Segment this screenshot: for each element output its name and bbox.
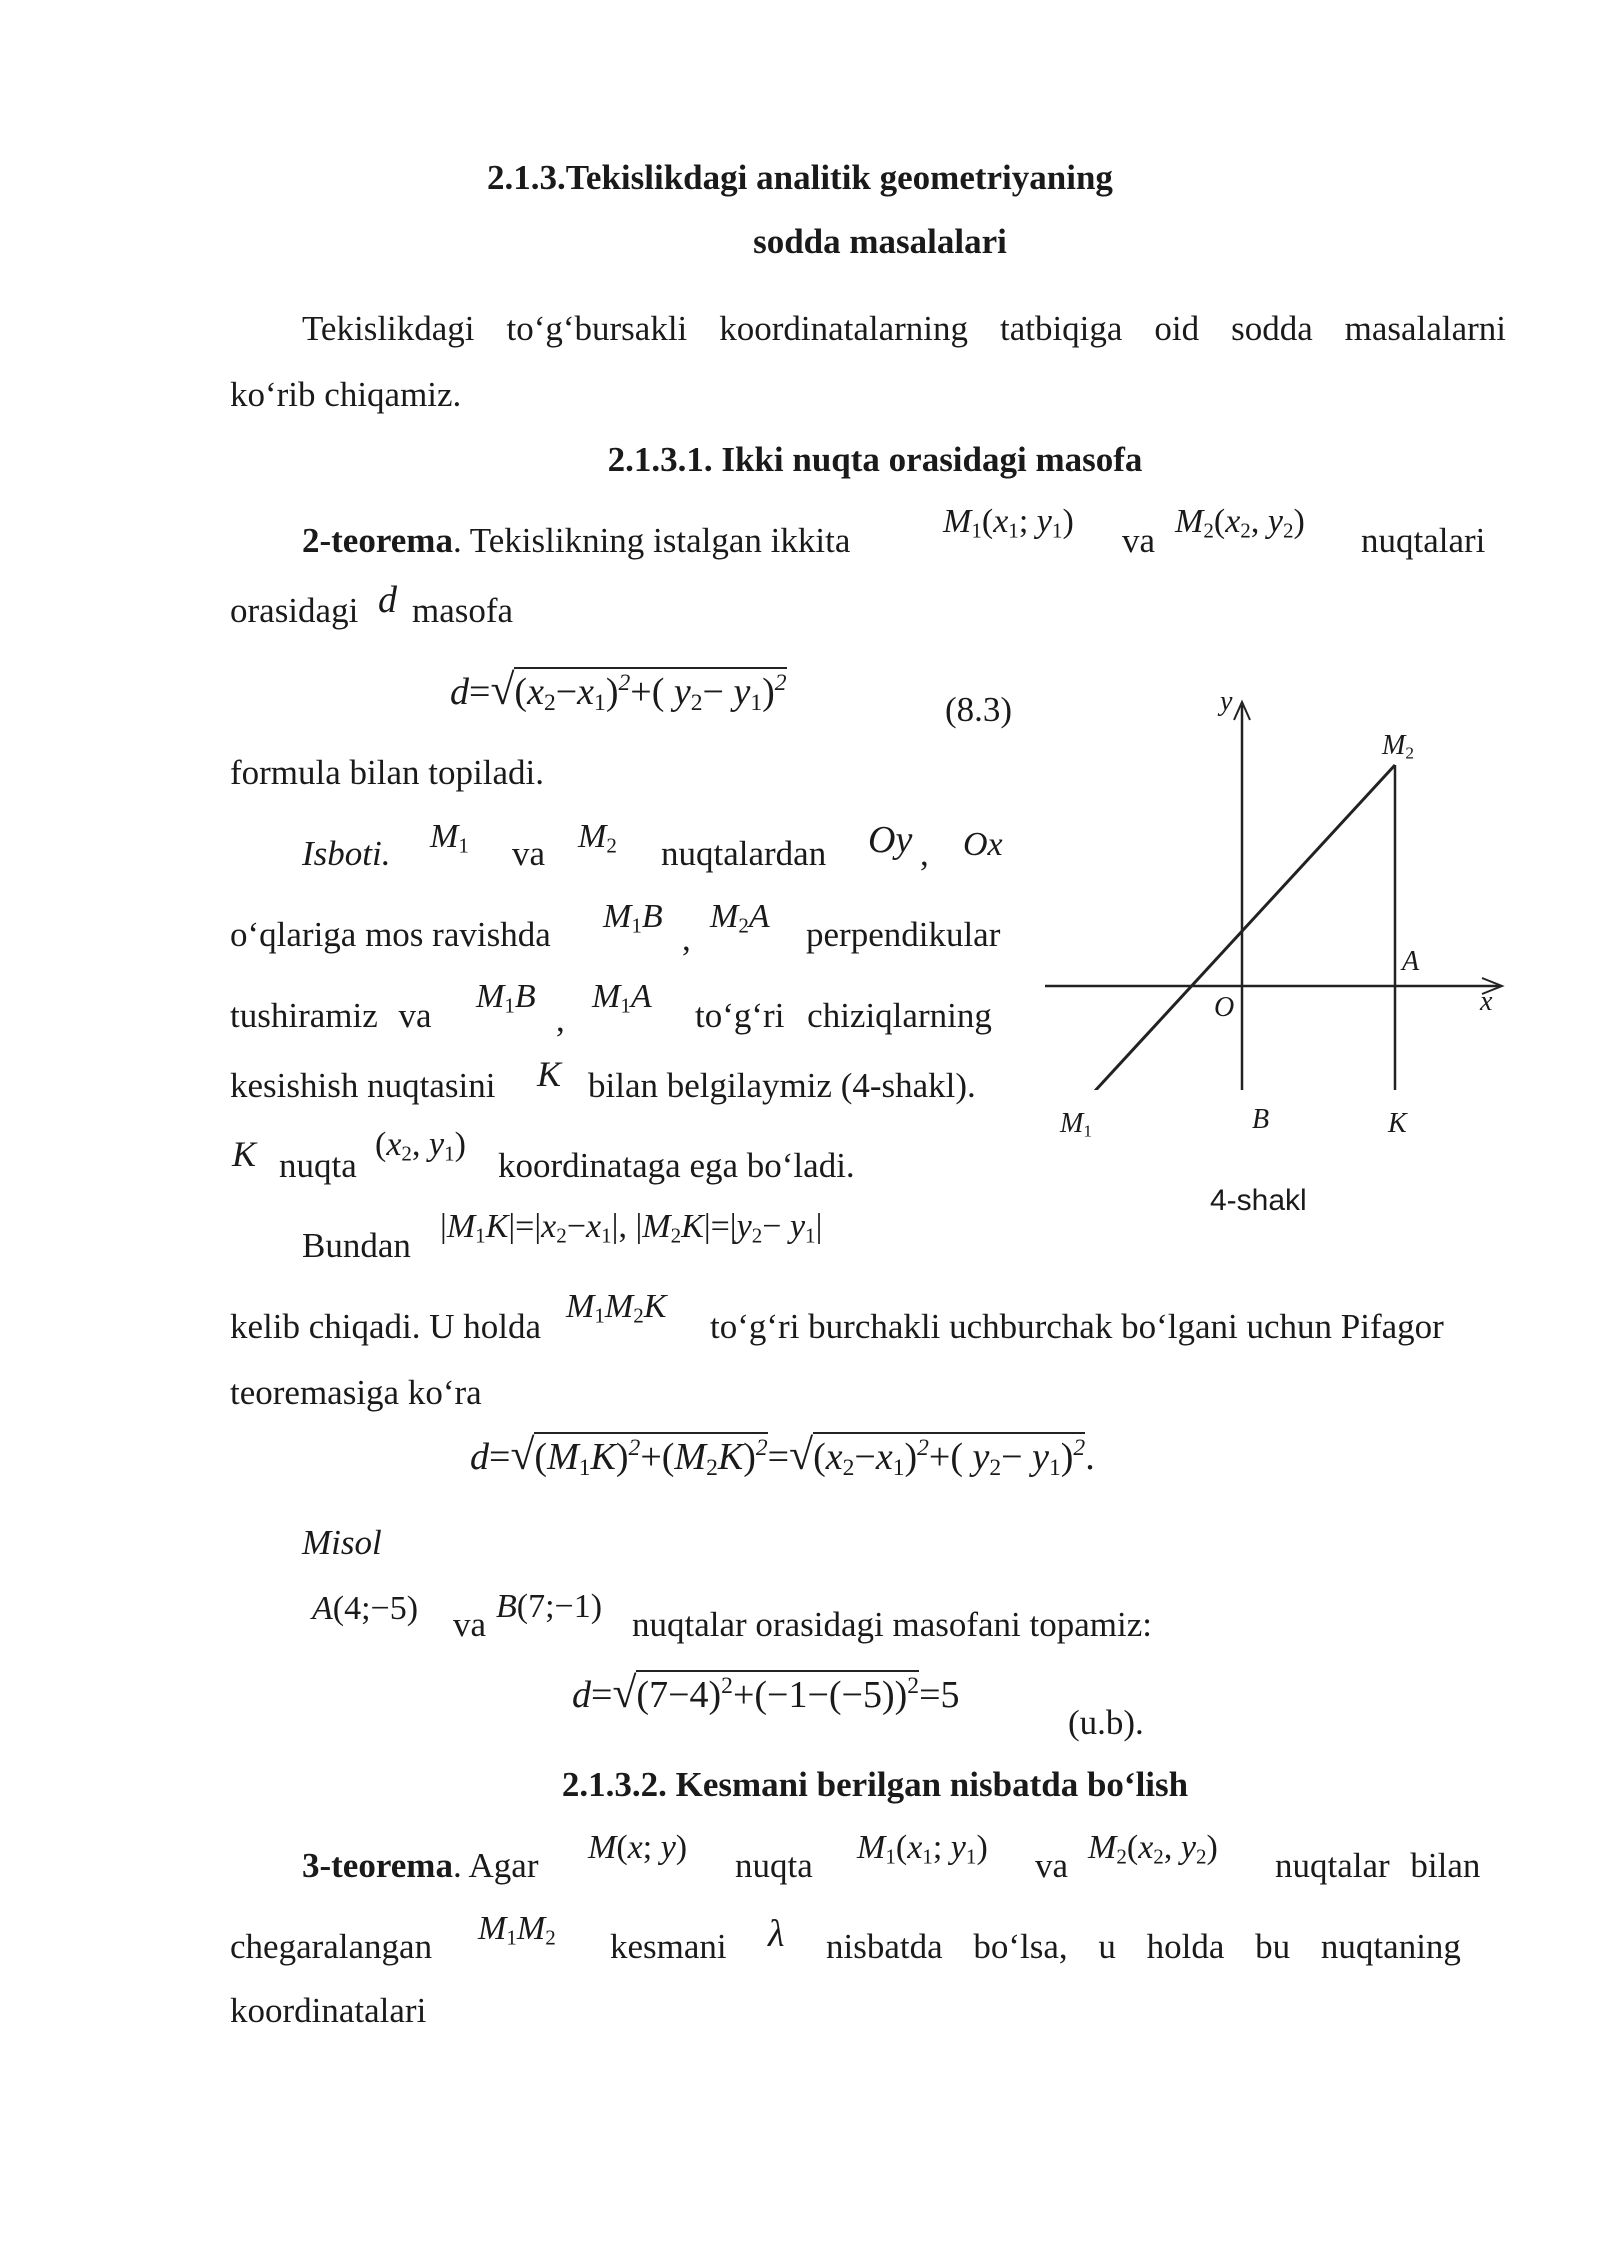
label-B: B [1252, 1104, 1270, 1135]
symbol-lambda: λ [768, 1913, 785, 1955]
label-A: A [1402, 946, 1420, 977]
segment-M1B-2: $M_1B$ [476, 978, 536, 1018]
proof-togri: to‘g‘ri chiziqlarning [695, 996, 992, 1035]
proof-label: Isboti. [302, 834, 391, 873]
theorem2-line2 [230, 590, 358, 632]
comma-3: , [556, 1000, 565, 1039]
theorem2-conclusion: formula bilan topiladi. [230, 753, 544, 792]
comma-2: , [682, 919, 691, 958]
point-M-xy: M(x; y) [588, 1829, 688, 1866]
leg-lengths: $|M_1K|=|x_2-x_1|$, $|M_2K|=|y_2- y_1|$ [440, 1208, 823, 1248]
segment-M1B: $M_1B$ [603, 898, 663, 938]
proof-comma: , [920, 834, 929, 873]
label-O: O [1214, 992, 1235, 1023]
theorem3-koordinatalari: koordinatalari [230, 1991, 427, 2030]
segment-M1M2: $M_1M_2$ [478, 1910, 556, 1950]
theorem3-M1-coords: $M_1(x_1$; $y_1$) [857, 1829, 988, 1869]
proof-line8: teoremasiga ko‘ra [230, 1373, 482, 1412]
segment-M2A: $M_2A$ [710, 898, 770, 938]
theorem3-M2-coords: $M_2(x_2$, $y_2$) [1088, 1829, 1218, 1869]
equation-number: (8.3) [945, 690, 1013, 729]
pythagoras-formula: $d=√(M_1K)^2+(M_2K)^2=√(x_2-x_1)^2+$( $y_2- y_1)^2$. [470, 1431, 1095, 1481]
symbol-K-2: K [232, 1134, 257, 1174]
theorem3-nisbatda: nisbatda bo‘lsa, u holda bu nuqtaning [826, 1927, 1461, 1966]
proof-line4-end: bilan belgilaymiz (4-shakl). [588, 1066, 976, 1105]
theorem3-va: va [1035, 1846, 1069, 1885]
theorem2-text: . Tekislikning istalgan ikkita [452, 521, 851, 560]
theorem3-line1 [302, 1845, 538, 1887]
theorem2-masofa: masofa [412, 591, 514, 630]
point-A: A(4;−5) [312, 1590, 419, 1627]
theorem2-va: va [1122, 521, 1156, 560]
example-formula: $d=√(7-4)^2+(-1-(-5))^2=5$ [572, 1669, 960, 1717]
example-unit: (u.b). [1068, 1703, 1144, 1742]
axis-Ox: Ox [963, 826, 1003, 863]
label-x: x [1480, 986, 1493, 1017]
intro-line1: Tekislikdagi to‘g‘bursakli koordinatalarning tatbiqiga oid sodda masalalarni [302, 309, 1506, 348]
proof-va-1: va [512, 834, 546, 873]
axis-Oy: Oy [868, 819, 913, 861]
theorem2-line1 [302, 520, 850, 562]
figure-4 [1030, 686, 1510, 1250]
figure-caption: 4-shakl [1210, 1184, 1307, 1217]
distance-formula: $d=√(x_2-x_1)^2+$( $y_2- y_1)^2$ [450, 666, 787, 716]
label-K: K [1388, 1108, 1407, 1139]
intro-line2: ko‘rib chiqamiz. [230, 375, 462, 414]
proof-bundan: Bundan [302, 1226, 411, 1265]
proof-koordinataga: koordinataga ega bo‘ladi. [498, 1146, 855, 1185]
proof-line7-end: to‘g‘ri burchakli uchburchak bo‘lgani uchun Pifagor [710, 1307, 1444, 1346]
proof-line2-start: o‘qlariga mos ravishda [230, 915, 551, 954]
point-K-coords: ($x_2$, $y_1$) [375, 1126, 466, 1166]
label-M2: $M_2$ [1382, 730, 1415, 763]
segment-M1A: $M_1A$ [592, 978, 652, 1018]
label-y: y [1220, 686, 1233, 717]
symbol-K: K [537, 1054, 562, 1094]
proof-line3-start: tushiramiz va [230, 996, 432, 1035]
symbol-d: d [378, 579, 397, 621]
subsection-title-ratio: 2.1.3.2. Kesmani berilgan nisbatda bo‘lish [561, 1765, 1189, 1804]
theorem3-label: 3-teorema [302, 1846, 453, 1885]
theorem3-nuqtalar: nuqtalar bilan [1275, 1846, 1481, 1885]
line-M1M2 [1082, 765, 1395, 1090]
proof-nuqta: nuqta [279, 1146, 357, 1185]
theorem2-orasidagi: orasidagi [230, 591, 359, 630]
proof-line4-start: kesishish nuqtasini [230, 1066, 496, 1105]
example-label: Misol [302, 1523, 382, 1562]
symbol-M2: $M_2$ [578, 818, 617, 858]
proof-perpendikular: perpendikular [806, 915, 1001, 954]
figure-diagram [1030, 690, 1510, 1090]
theorem3-agar: . Agar [452, 1846, 539, 1885]
example-text: nuqtalar orasidagi masofani topamiz: [632, 1605, 1152, 1644]
theorem2-label: 2-teorema [302, 521, 453, 560]
theorem2-nuqtalari: nuqtalari [1361, 521, 1486, 560]
point-M2-coords: $M_2(x_2$, $y_2$) [1175, 503, 1305, 543]
point-M1-coords: $M_1(x_1$; $y_1$) [943, 503, 1074, 543]
example-va: va [453, 1605, 487, 1644]
theorem3-nuqta: nuqta [735, 1846, 813, 1885]
label-M1: $M_1$ [1060, 1108, 1093, 1141]
proof-nuqtalardan: nuqtalardan [661, 834, 827, 873]
section-title-line1: 2.1.3.Tekislikdagi analitik geometriyaning [487, 158, 1113, 197]
proof-line7-start: kelib chiqadi. U holda [230, 1307, 542, 1346]
triangle-M1M2K: $M_1M_2K$ [566, 1288, 667, 1328]
theorem3-kesmani: kesmani [610, 1927, 727, 1966]
symbol-M1: $M_1$ [430, 818, 469, 858]
section-title-line2: sodda masalalari [753, 222, 1007, 261]
theorem3-chegaralangan: chegaralangan [230, 1927, 433, 1966]
subsection-title-distance: 2.1.3.1. Ikki nuqta orasidagi masofa [607, 440, 1143, 479]
point-B: B(7;−1) [496, 1588, 603, 1625]
